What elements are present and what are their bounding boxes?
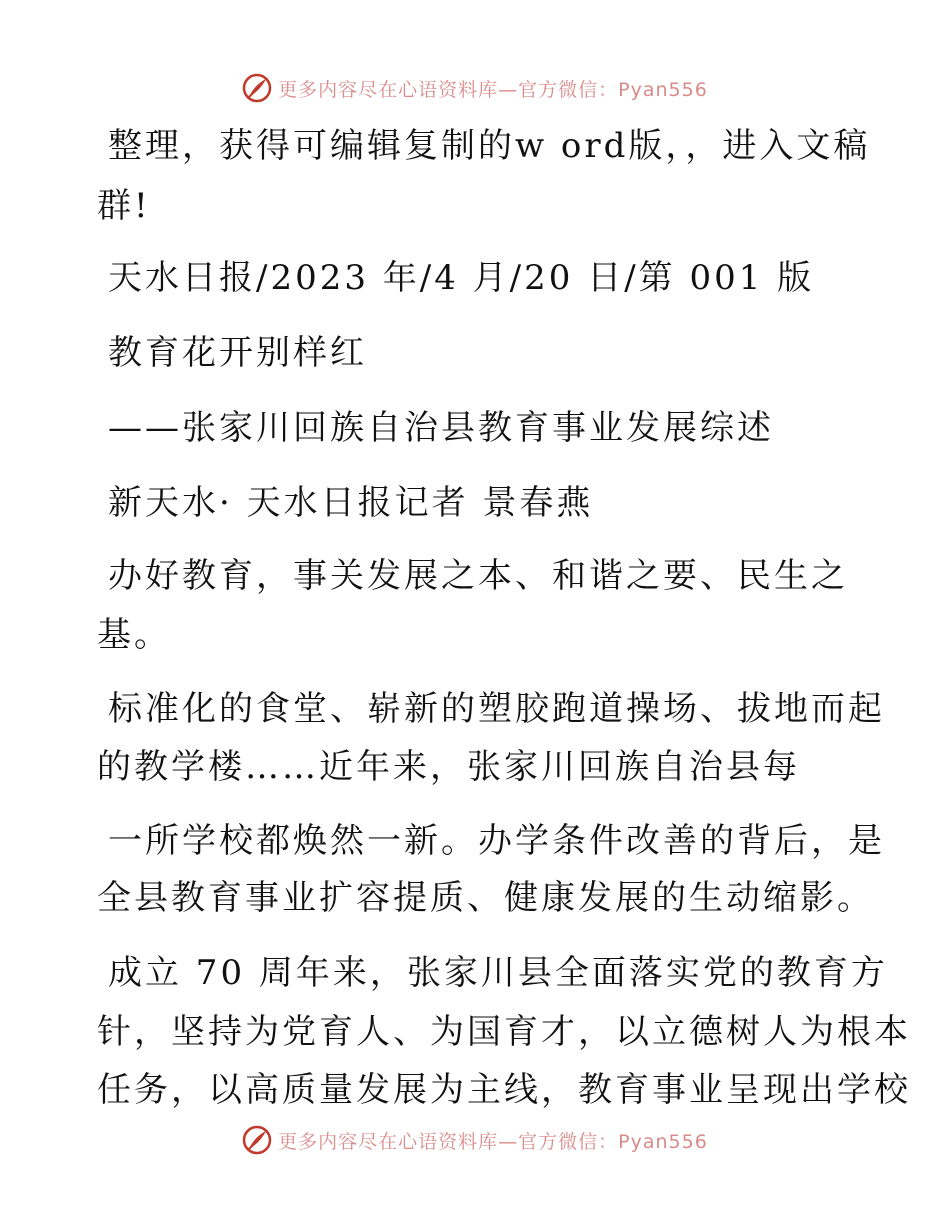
body-line-3: 天水日报/2023 年/4 月/20 日/第 001 版 <box>108 258 815 298</box>
body-line-6: 新天水· 天水日报记者 景春燕 <box>108 483 594 523</box>
body-line-2: 群! <box>97 186 151 226</box>
watermark-footer <box>0 1120 950 1160</box>
watermark-wechat-id: Pyan556 <box>618 78 708 101</box>
watermark-text: 更多内容尽在心语资料库—官方微信：Pyan556 <box>278 78 708 101</box>
watermark-wechat-id: Pyan556 <box>618 1130 708 1153</box>
body-line-7: 办好教育，事关发展之本、和谐之要、民生之 <box>108 556 848 596</box>
watermark-header <box>0 68 950 108</box>
body-line-4: 教育花开别样红 <box>108 333 367 373</box>
quill-logo-icon <box>242 1125 272 1155</box>
quill-logo-icon <box>242 73 272 103</box>
body-line-9: 标准化的食堂、崭新的塑胶跑道操场、拔地而起 <box>108 689 885 729</box>
body-line-12: 全县教育事业扩容提质、健康发展的生动缩影。 <box>97 878 874 918</box>
body-line-11: 一所学校都焕然一新。办学条件改善的背后，是 <box>108 821 885 861</box>
body-line-1: 整理，获得可编辑复制的w ord版，，进入文稿 <box>108 126 871 166</box>
body-line-10: 的教学楼……近年来，张家川回族自治县每 <box>97 747 800 787</box>
body-line-5: ——张家川回族自治县教育事业发展综述 <box>108 408 774 448</box>
body-line-14: 针，坚持为党育人、为国育才，以立德树人为根本 <box>97 1012 911 1052</box>
body-line-13: 成立 70 周年来，张家川县全面落实党的教育方 <box>108 953 888 993</box>
watermark-text: 更多内容尽在心语资料库—官方微信：Pyan556 <box>278 1130 708 1153</box>
body-line-8: 基。 <box>97 615 171 655</box>
body-line-15: 任务，以高质量发展为主线，教育事业呈现出学校 <box>97 1070 911 1110</box>
